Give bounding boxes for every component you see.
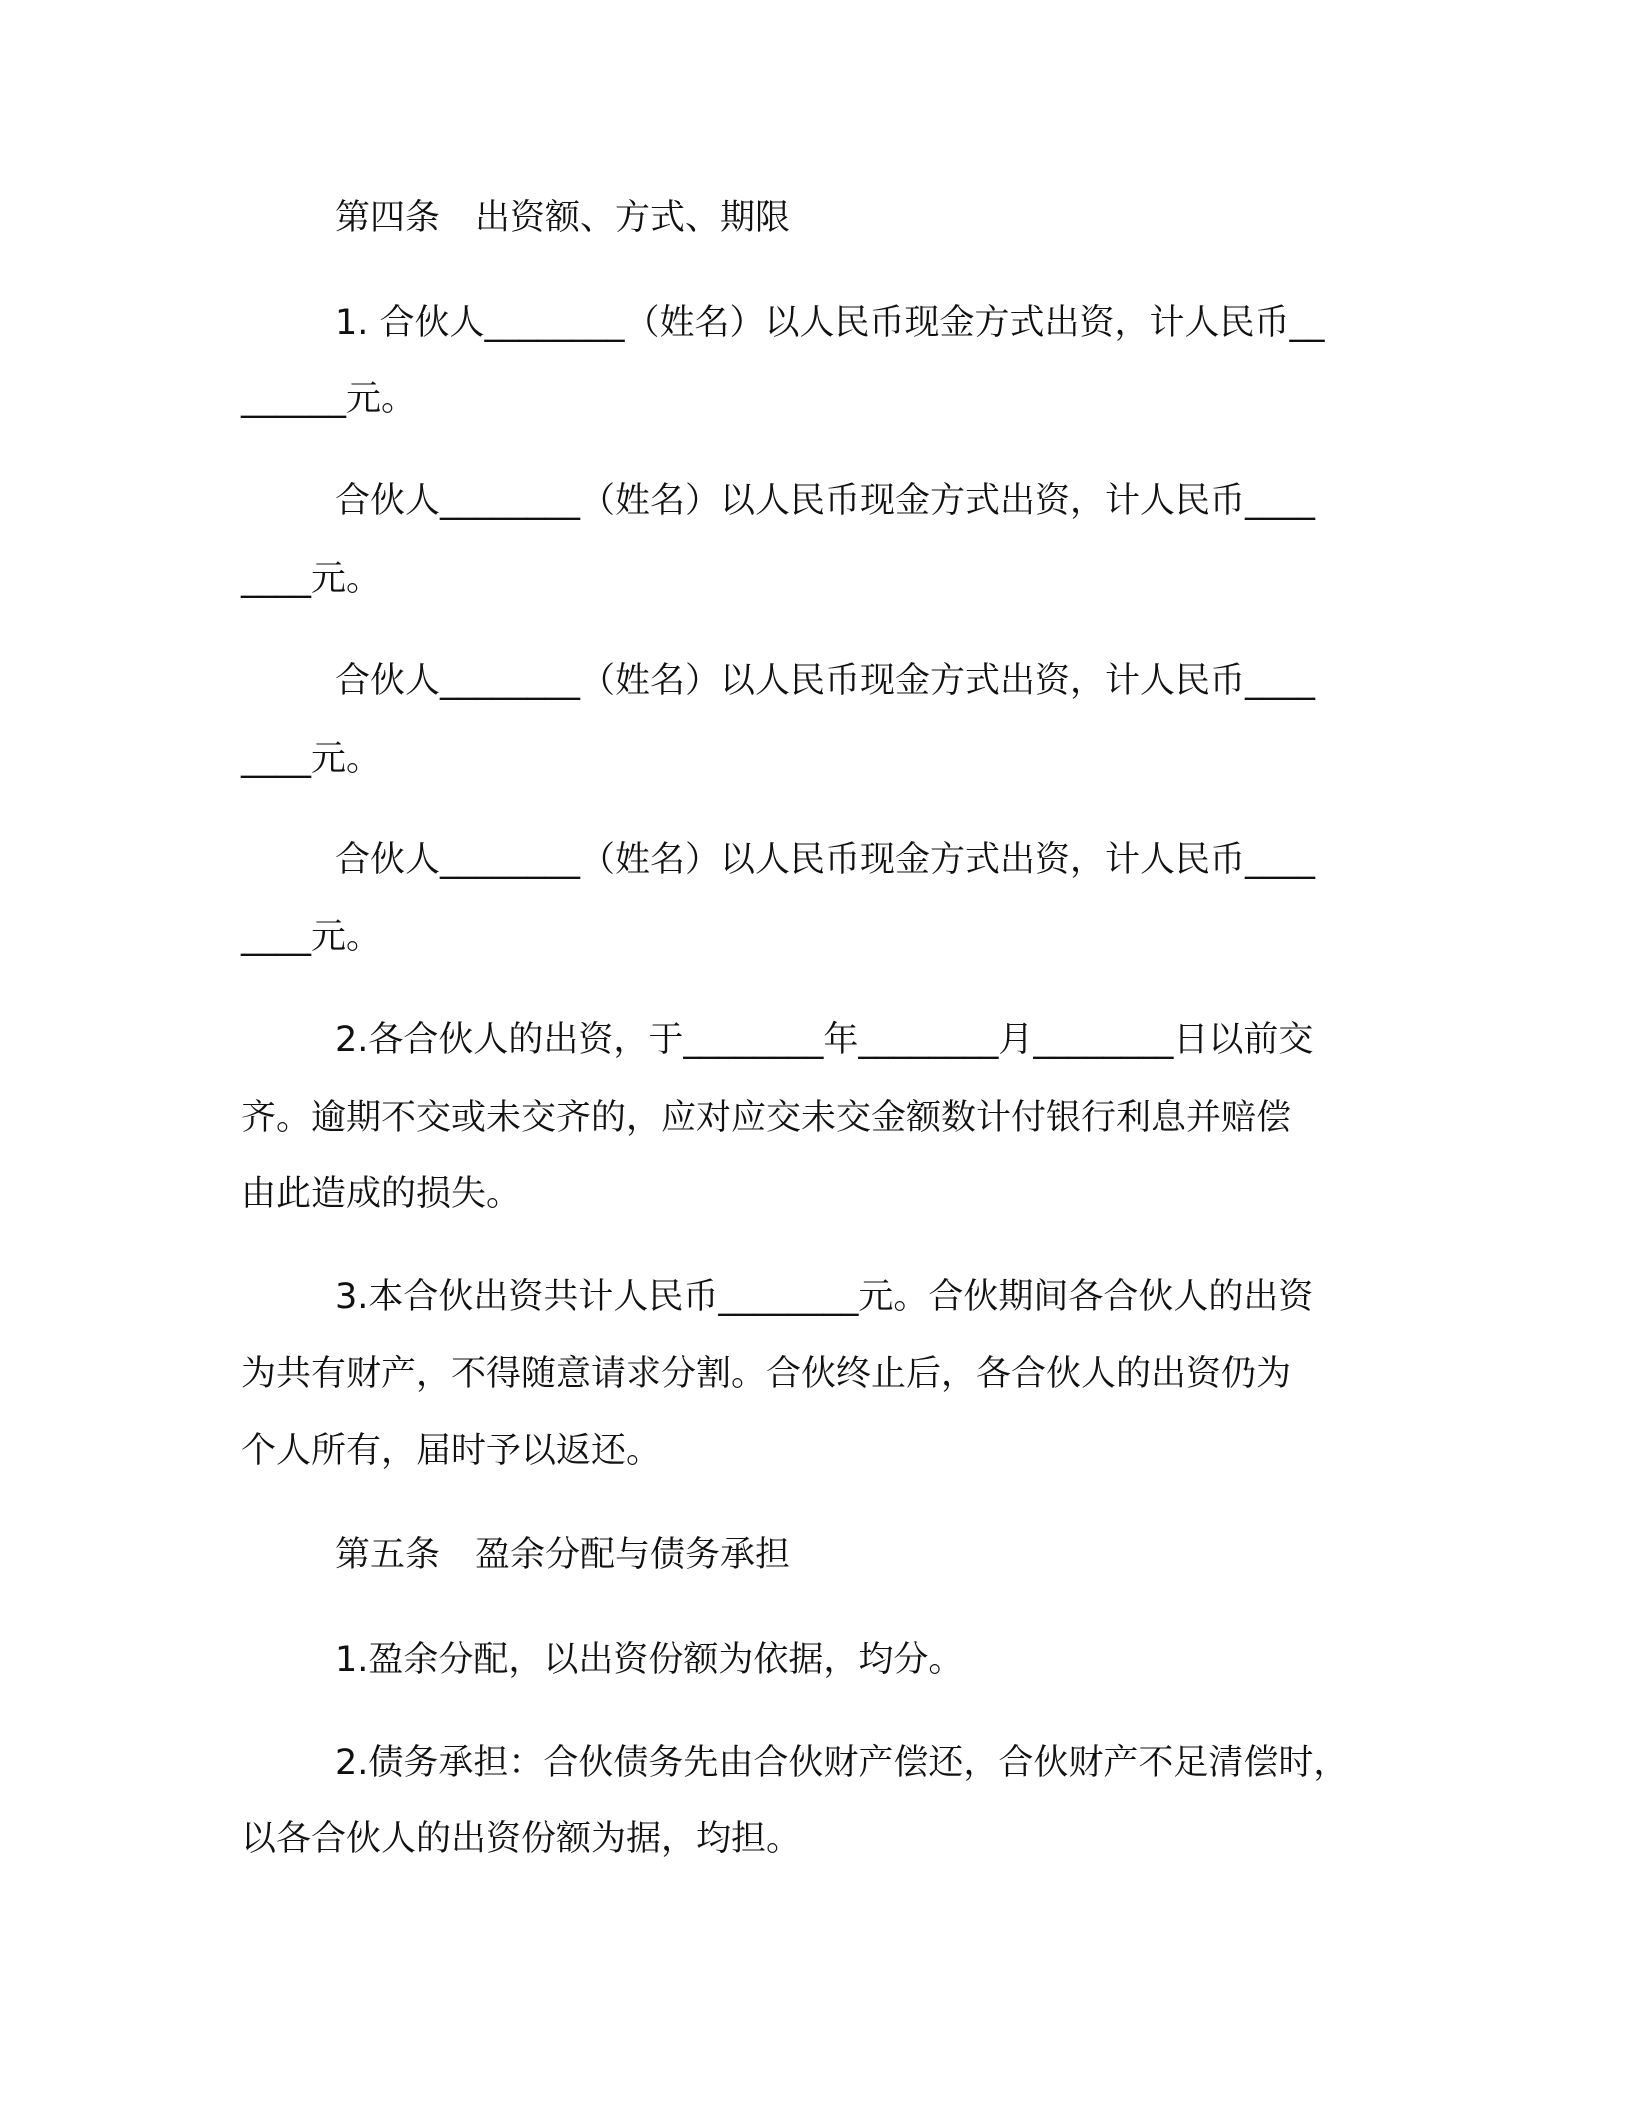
clause-1-line-2: ______元。 [241, 379, 417, 419]
debt-clause-line-2: 以各合伙人的出资份额为据，均担。 [241, 1819, 802, 1859]
partner-4-line-2: ____元。 [241, 917, 382, 957]
clause-2-line-2: 齐。逾期不交或未交齐的，应对应交未交金额数计付银行利息并赔偿 [241, 1098, 1292, 1138]
partner-2-line-2: ____元。 [241, 559, 382, 599]
clause-3-line-2: 为共有财产，不得随意请求分割。合伙终止后，各合伙人的出资仍为 [241, 1354, 1292, 1394]
clause-2-line-3: 由此造成的损失。 [241, 1174, 522, 1214]
clause-3-line-3: 个人所有，届时予以返还。 [241, 1431, 662, 1471]
clause-3-line-1: 3.本合伙出资共计人民币________元。合伙期间各合伙人的出资 [335, 1277, 1314, 1317]
article-5-heading: 第五条 盈余分配与债务承担 [335, 1535, 791, 1575]
profit-clause-line-1: 1.盈余分配，以出资份额为依据，均分。 [335, 1640, 964, 1680]
clause-2-line-1: 2.各合伙人的出资，于________年________月________日以前交 [335, 1020, 1314, 1060]
partner-3-line-2: ____元。 [241, 739, 382, 779]
debt-clause-line-1: 2.债务承担：合伙债务先由合伙财产偿还，合伙财产不足清偿时， [335, 1743, 1349, 1783]
clause-1-line-1: 1. 合伙人________（姓名）以人民币现金方式出资，计人民币__ [335, 303, 1325, 343]
article-4-heading: 第四条 出资额、方式、期限 [335, 198, 791, 238]
partner-3-line-1: 合伙人________（姓名）以人民币现金方式出资，计人民币____ [335, 661, 1316, 701]
partner-2-line-1: 合伙人________（姓名）以人民币现金方式出资，计人民币____ [335, 481, 1316, 521]
partner-4-line-1: 合伙人________（姓名）以人民币现金方式出资，计人民币____ [335, 840, 1316, 880]
